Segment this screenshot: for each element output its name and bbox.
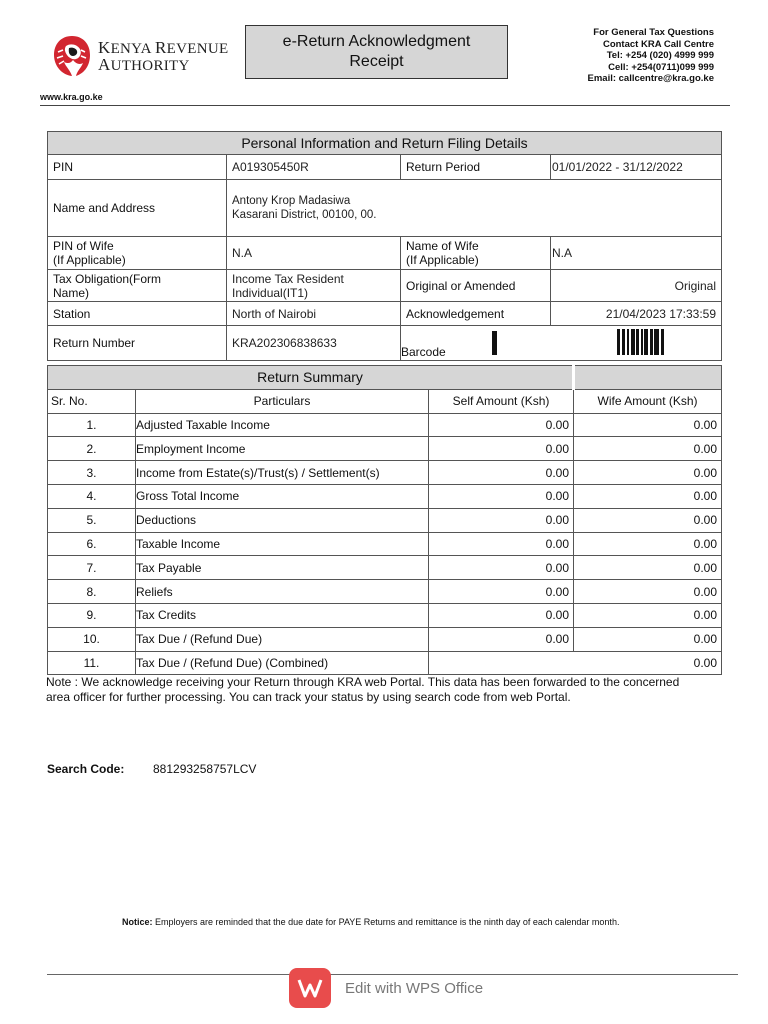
name-wife-label-line1: Name of Wife	[406, 239, 479, 253]
row-wife-amount: 0.00	[574, 508, 722, 532]
table-row	[48, 413, 722, 437]
row-wife-amount: 0.00	[574, 603, 722, 627]
header-self-amount: Self Amount (Ksh)	[429, 389, 574, 413]
contact-line: Tel: +254 (020) 4999 999	[606, 50, 714, 61]
pin-wife-label-line1: PIN of Wife	[53, 239, 114, 253]
row-wife-amount: 0.00	[574, 556, 722, 580]
notice-text: Employers are reminded that the due date for PAYE Returns and remittance is the ninth day of each calendar month.	[152, 917, 620, 927]
row-number: 9.	[48, 603, 136, 627]
row-self-amount: 0.00	[429, 627, 574, 651]
row-wife-amount: 0.00	[574, 532, 722, 556]
notice-label: Notice:	[122, 917, 153, 927]
pin-label: PIN	[48, 155, 227, 180]
header-particulars: Particulars	[136, 389, 429, 413]
pin-value: A019305450R	[227, 155, 401, 180]
row-wife-amount: 0.00	[574, 627, 722, 651]
row-number: 10.	[48, 627, 136, 651]
address-line: Kasarani District, 00100, 00.	[232, 209, 377, 221]
row-self-amount: 0.00	[429, 437, 574, 461]
row-self-amount: 0.00	[429, 603, 574, 627]
table-row-combined	[48, 651, 722, 675]
paye-notice	[122, 917, 619, 927]
return-period-label: Return Period	[401, 155, 551, 180]
row-number: 3.	[48, 461, 136, 485]
search-code-label: Search Code:	[47, 762, 125, 776]
row-self-amount: 0.00	[429, 532, 574, 556]
table-row	[48, 556, 722, 580]
row-wife-amount: 0.00	[574, 580, 722, 604]
row-number: 1.	[48, 413, 136, 437]
section-title-spacer	[574, 366, 722, 390]
row-number: 5.	[48, 508, 136, 532]
wps-edit-banner[interactable]	[289, 968, 483, 1008]
row-particular: Tax Due / (Refund Due)	[136, 627, 429, 651]
contact-line: Email: callcentre@kra.go.ke	[587, 73, 714, 84]
personal-info-table	[47, 131, 722, 361]
table-row	[48, 532, 722, 556]
row-wife-amount: 0.00	[574, 484, 722, 508]
kra-logo	[52, 34, 236, 78]
row-number: 2.	[48, 437, 136, 461]
row-wife-amount: 0.00	[574, 413, 722, 437]
station-value: North of Nairobi	[227, 302, 401, 326]
wps-logo-icon[interactable]	[289, 968, 331, 1008]
return-summary-table	[47, 365, 722, 675]
header-divider	[40, 105, 730, 106]
table-row	[48, 437, 722, 461]
table-row	[48, 508, 722, 532]
header-sr-no: Sr. No.	[48, 389, 136, 413]
table-row	[48, 627, 722, 651]
original-amended-value: Original	[551, 270, 722, 302]
contact-info	[588, 27, 715, 85]
row-self-amount: 0.00	[429, 556, 574, 580]
original-amended-label: Original or Amended	[401, 270, 551, 302]
tax-obligation-value	[227, 270, 401, 302]
name-address-value	[227, 180, 722, 237]
row-particular: Gross Total Income	[136, 484, 429, 508]
return-number-value: KRA202306838633	[227, 326, 401, 361]
table-row	[48, 484, 722, 508]
row-wife-amount: 0.00	[574, 437, 722, 461]
return-period-value: 01/01/2022 - 31/12/2022	[551, 155, 722, 180]
name-line: Antony Krop Madasiwa	[232, 195, 351, 207]
row-number: 4.	[48, 484, 136, 508]
row-self-amount: 0.00	[429, 484, 574, 508]
title-line2: Receipt	[349, 53, 404, 70]
row-self-amount: 0.00	[429, 580, 574, 604]
contact-line: Contact KRA Call Centre	[602, 38, 714, 50]
tax-obligation-label-line1: Tax Obligation(Form	[53, 271, 162, 286]
acknowledgement-value: 21/04/2023 17:33:59	[551, 302, 722, 326]
table-row	[48, 603, 722, 627]
row-particular: Employment Income	[136, 437, 429, 461]
document-title	[245, 25, 508, 79]
row-particular: Taxable Income	[136, 532, 429, 556]
row-number: 11.	[48, 651, 136, 675]
row-particular: Income from Estate(s)/Trust(s) / Settlement(s)	[136, 461, 429, 485]
wps-edit-text[interactable]: Edit with WPS Office	[345, 979, 484, 997]
table-row	[48, 461, 722, 485]
tax-obligation-value-line2: Individual(IT1)	[232, 285, 309, 300]
pin-wife-label-line2: (If Applicable)	[53, 253, 126, 267]
barcode-icon	[617, 329, 664, 355]
barcode-label: Barcode	[401, 345, 446, 359]
row-wife-amount: 0.00	[574, 461, 722, 485]
pin-wife-label	[48, 237, 227, 270]
row-particular: Deductions	[136, 508, 429, 532]
row-particular: Reliefs	[136, 580, 429, 604]
row-self-amount: 0.00	[429, 461, 574, 485]
row-self-amount: 0.00	[429, 413, 574, 437]
name-wife-label-line2: (If Applicable)	[406, 253, 479, 267]
search-code-value: 881293258757LCV	[153, 762, 257, 776]
row-number: 6.	[48, 532, 136, 556]
pin-wife-value: N.A	[227, 237, 401, 270]
tax-obligation-value-line1: Income Tax Resident	[232, 271, 344, 286]
row-particular: Tax Due / (Refund Due) (Combined)	[136, 651, 429, 675]
name-wife-value: N.A	[551, 237, 722, 270]
tax-obligation-label	[48, 270, 227, 302]
name-address-label: Name and Address	[48, 180, 227, 237]
website-link[interactable]: www.kra.go.ke	[40, 92, 103, 102]
row-particular: Tax Payable	[136, 556, 429, 580]
contact-line: Cell: +254(0711)099 999	[608, 61, 714, 73]
org-name-line2: AUTHORITY	[98, 55, 190, 74]
row-number: 7.	[48, 556, 136, 580]
station-label: Station	[48, 302, 227, 326]
row-number: 8.	[48, 580, 136, 604]
barcode-cell	[401, 326, 722, 361]
acknowledgement-note: Note : We acknowledge receiving your Return through KRA web Portal. This data has been forwarded to the concerned area officer for further processing. You can track your status by using search code from web Portal.	[46, 675, 680, 704]
summary-rows	[48, 413, 722, 651]
org-name-line1: KENYA REVENUE	[98, 38, 229, 57]
section-title-personal-info: Personal Information and Return Filing Details	[48, 132, 722, 155]
lion-head-icon	[52, 34, 92, 78]
section-title-return-summary: Return Summary	[48, 366, 574, 390]
acknowledgement-label: Acknowledgement	[401, 302, 551, 326]
table-row	[48, 580, 722, 604]
name-wife-label	[401, 237, 551, 270]
row-particular: Adjusted Taxable Income	[136, 413, 429, 437]
contact-line: For General Tax Questions	[593, 27, 714, 38]
row-self-amount: 0.00	[429, 508, 574, 532]
search-code	[47, 762, 256, 776]
row-particular: Tax Credits	[136, 603, 429, 627]
row-combined-amount: 0.00	[429, 651, 722, 675]
title-line1: e-Return Acknowledgment	[282, 33, 471, 50]
header-wife-amount: Wife Amount (Ksh)	[574, 389, 722, 413]
tax-obligation-label-line2: Name)	[53, 285, 90, 300]
barcode-bar-icon	[492, 331, 497, 355]
return-number-label: Return Number	[48, 326, 227, 361]
